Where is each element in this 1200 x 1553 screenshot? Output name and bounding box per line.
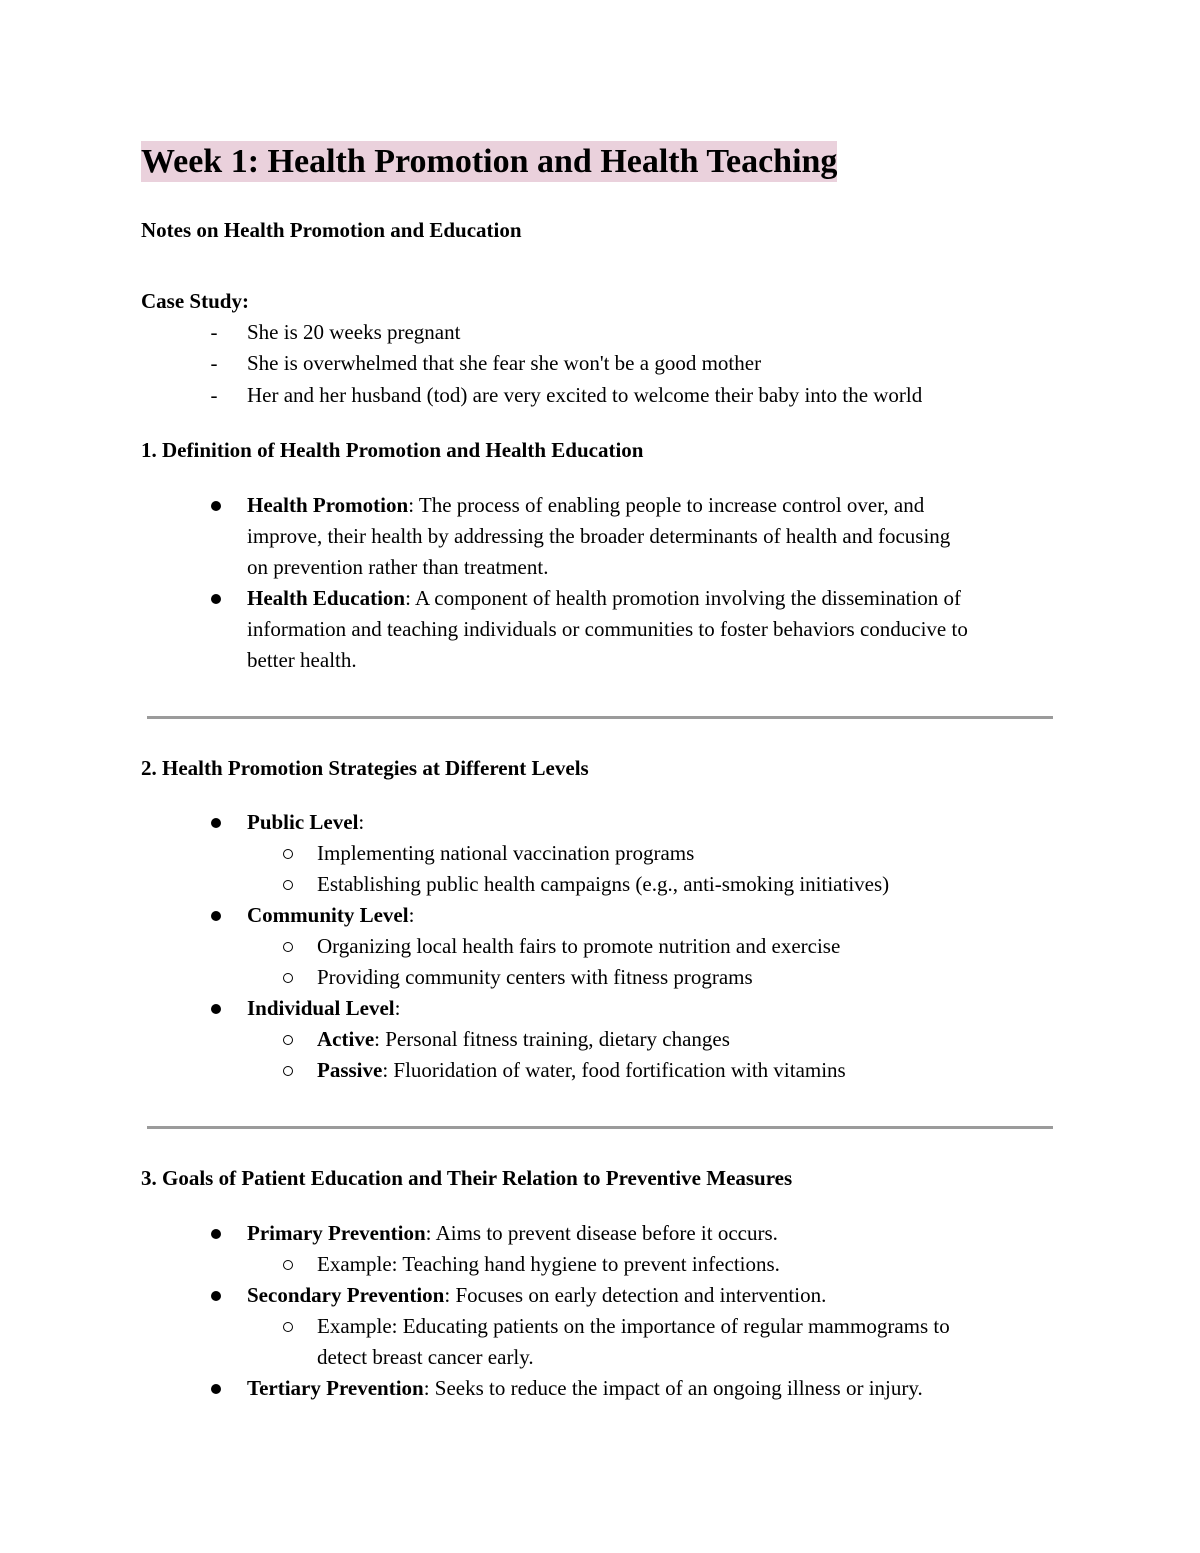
prevention-text: : Aims to prevent disease before it occurs.: [425, 1221, 778, 1245]
definition-line: on prevention rather than treatment.: [247, 555, 549, 579]
prevention-line: [247, 1280, 826, 1311]
term-tertiary-prevention: Tertiary Prevention: [247, 1376, 424, 1400]
strategy-text: : Fluoridation of water, food fortification with vitamins: [382, 1058, 846, 1082]
prevention-line: [247, 1373, 923, 1404]
level-line: [247, 993, 400, 1024]
dash-bullet: -: [210, 351, 218, 375]
prevention-text: : Seeks to reduce the impact of an ongoing illness or injury.: [423, 1376, 923, 1400]
term-health-promotion: Health Promotion: [247, 493, 409, 517]
example-line: detect breast cancer early.: [317, 1345, 534, 1369]
horizontal-rule: [147, 716, 1053, 719]
section2-heading: 2. Health Promotion Strategies at Different Levels: [141, 756, 589, 780]
definition-text: : The process of enabling people to increase control over, and: [408, 493, 925, 517]
bullet-dot: [211, 911, 221, 921]
bullet-dot: [211, 1229, 221, 1239]
level-line: [247, 807, 364, 838]
bullet-dot: [211, 1291, 221, 1301]
example-line: Example: Educating patients on the importance of regular mammograms to: [317, 1314, 950, 1338]
definition-text: : A component of health promotion involving the dissemination of: [405, 586, 961, 610]
title-highlight: Week 1: Health Promotion and Health Teaching: [141, 143, 838, 180]
strategy-item: [317, 1055, 846, 1086]
colon: :: [394, 996, 401, 1020]
strategy-item: Implementing national vaccination programs: [317, 841, 695, 865]
bullet-circle: [283, 849, 293, 859]
section1-heading: 1. Definition of Health Promotion and Health Education: [141, 438, 644, 462]
bullet-circle: [283, 1260, 293, 1270]
dash-bullet: -: [210, 383, 218, 407]
colon: :: [408, 903, 415, 927]
level-line: [247, 900, 414, 931]
strategy-item: Organizing local health fairs to promote nutrition and exercise: [317, 934, 841, 958]
bullet-circle: [283, 1035, 293, 1045]
prevention-line: [247, 1218, 778, 1249]
definition-line: better health.: [247, 648, 357, 672]
strategy-text: : Personal fitness training, dietary changes: [374, 1027, 730, 1051]
bullet-dot: [211, 818, 221, 828]
term-primary-prevention: Primary Prevention: [247, 1221, 426, 1245]
prevention-text: : Focuses on early detection and intervention.: [444, 1283, 827, 1307]
bullet-circle: [283, 1066, 293, 1076]
page-title: [141, 141, 837, 183]
section3-heading: 3. Goals of Patient Education and Their Relation to Preventive Measures: [141, 1166, 793, 1190]
definition-line: improve, their health by addressing the broader determinants of health and focusing: [247, 524, 951, 548]
term-community-level: Community Level: [247, 903, 409, 927]
bullet-dot: [211, 1004, 221, 1014]
bullet-circle: [283, 942, 293, 952]
case-study-item: She is overwhelmed that she fear she won't be a good mother: [247, 351, 762, 375]
case-study-item: She is 20 weeks pregnant: [247, 320, 461, 344]
term-passive: Passive: [317, 1058, 383, 1082]
bullet-dot: [211, 501, 221, 511]
bullet-circle: [283, 1322, 293, 1332]
bullet-dot: [211, 1384, 221, 1394]
term-individual-level: Individual Level: [247, 996, 395, 1020]
term-public-level: Public Level: [247, 810, 359, 834]
definition-line: [247, 490, 924, 521]
bullet-dot: [211, 594, 221, 604]
bullet-circle: [283, 973, 293, 983]
term-active: Active: [317, 1027, 375, 1051]
example-line: Example: Teaching hand hygiene to prevent infections.: [317, 1252, 780, 1276]
case-study-item: Her and her husband (tod) are very excited to welcome their baby into the world: [247, 383, 923, 407]
strategy-item: Establishing public health campaigns (e.g., anti-smoking initiatives): [317, 872, 890, 896]
horizontal-rule: [147, 1126, 1053, 1129]
definition-line: [247, 583, 961, 614]
strategy-item: Providing community centers with fitness programs: [317, 965, 753, 989]
definition-line: information and teaching individuals or communities to foster behaviors conducive to: [247, 617, 968, 641]
bullet-circle: [283, 880, 293, 890]
colon: :: [358, 810, 365, 834]
term-secondary-prevention: Secondary Prevention: [247, 1283, 445, 1307]
subtitle: Notes on Health Promotion and Education: [141, 218, 522, 242]
dash-bullet: -: [210, 320, 218, 344]
term-health-education: Health Education: [247, 586, 406, 610]
case-study-heading: Case Study:: [141, 289, 249, 313]
strategy-item: [317, 1024, 730, 1055]
